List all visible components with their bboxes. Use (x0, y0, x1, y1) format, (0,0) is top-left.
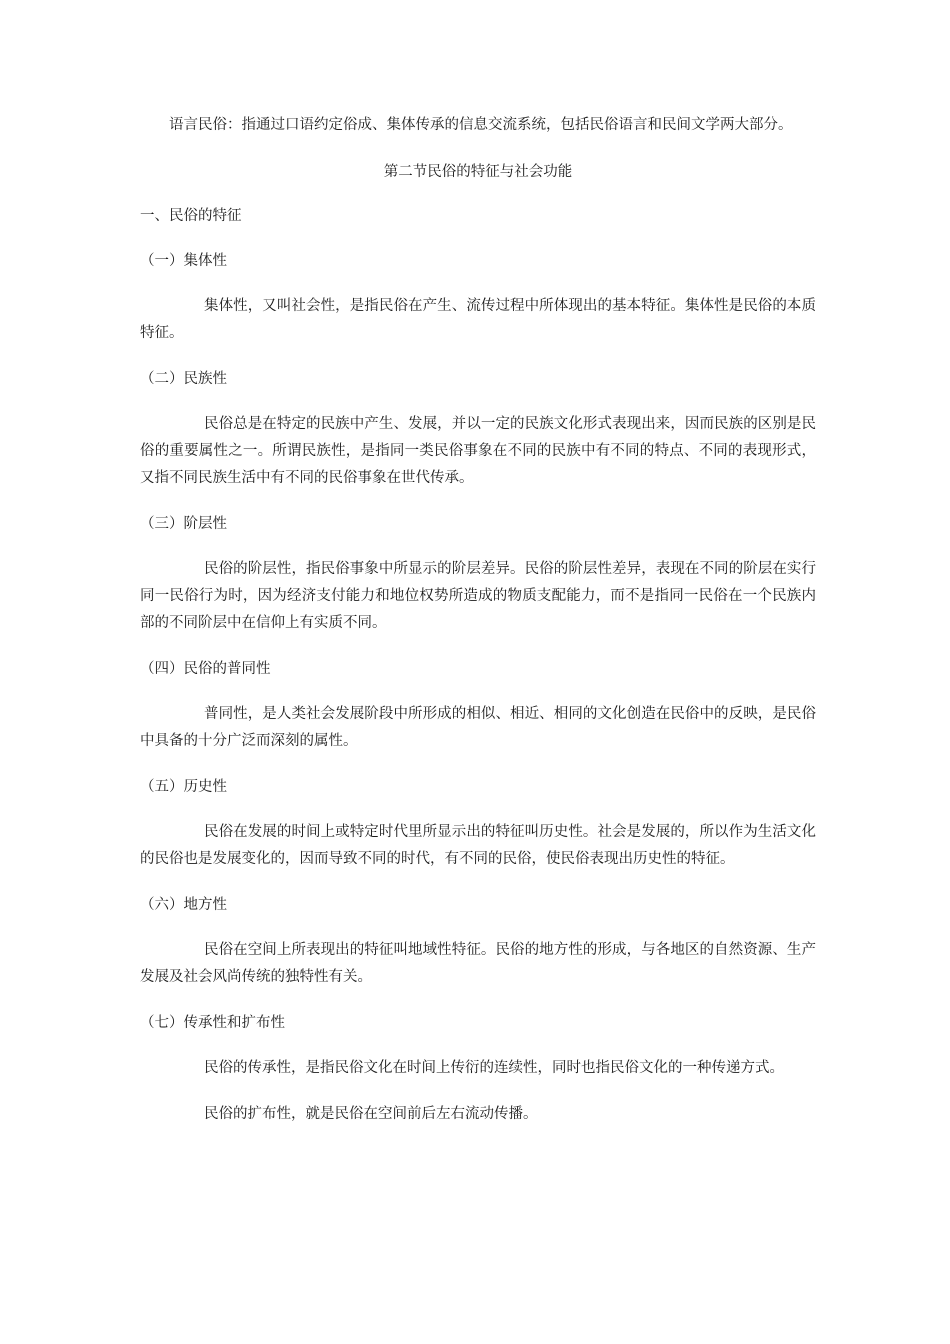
item-paragraph-4: 普同性，是人类社会发展阶段中所形成的相似、相近、相同的文化创造在民俗中的反映，是民俗中具备的十分广泛而深刻的属性。 (140, 706, 816, 749)
item-heading-5: （五）历史性 (140, 779, 227, 795)
item-paragraph-3: 民俗的阶层性，指民俗事象中所显示的阶层差异。民俗的阶层性差异，表现在不同的阶层在实行同一民俗行为时，因为经济支付能力和地位权势所造成的物质支配能力，而不是指同一民俗在一个民族内部的不同阶层中在信仰上有实质不同。 (140, 561, 816, 631)
part-heading: 一、民俗的特征 (140, 208, 242, 224)
item-heading-1: （一）集体性 (140, 253, 227, 269)
item-heading-7: （七）传承性和扩布性 (140, 1015, 285, 1031)
section-title: 第二节民俗的特征与社会功能 (383, 164, 573, 180)
item-paragraph-2: 民俗总是在特定的民族中产生、发展，并以一定的民族文化形式表现出来，因而民族的区别是民俗的重要属性之一。所谓民族性，是指同一类民俗事象在不同的民族中有不同的特点、不同的表现形式，又指不同民族生活中有不同的民俗事象在世代传承。 (140, 416, 816, 486)
item-heading-3: （三）阶层性 (140, 516, 227, 532)
item-paragraph-7a: 民俗的传承性，是指民俗文化在时间上传衍的连续性，同时也指民俗文化的一种传递方式。 (204, 1060, 784, 1076)
item-paragraph-7b: 民俗的扩布性，就是民俗在空间前后左右流动传播。 (204, 1106, 538, 1122)
item-heading-4: （四）民俗的普同性 (140, 661, 271, 677)
item-paragraph-5: 民俗在发展的时间上或特定时代里所显示出的特征叫历史性。社会是发展的，所以作为生活文化的民俗也是发展变化的，因而导致不同的时代，有不同的民俗，使民俗表现出历史性的特征。 (140, 824, 816, 867)
intro-paragraph: 语言民俗：指通过口语约定俗成、集体传承的信息交流系统，包括民俗语言和民间文学两大部分。 (169, 117, 793, 133)
item-heading-2: （二）民族性 (140, 371, 227, 387)
document-page (140, 112, 816, 1147)
item-paragraph-1: 集体性，又叫社会性，是指民俗在产生、流传过程中所体现出的基本特征。集体性是民俗的本质特征。 (140, 298, 816, 341)
item-paragraph-6: 民俗在空间上所表现出的特征叫地域性特征。民俗的地方性的形成，与各地区的自然资源、生产发展及社会风尚传统的独特性有关。 (140, 942, 816, 985)
item-heading-6: （六）地方性 (140, 897, 227, 913)
